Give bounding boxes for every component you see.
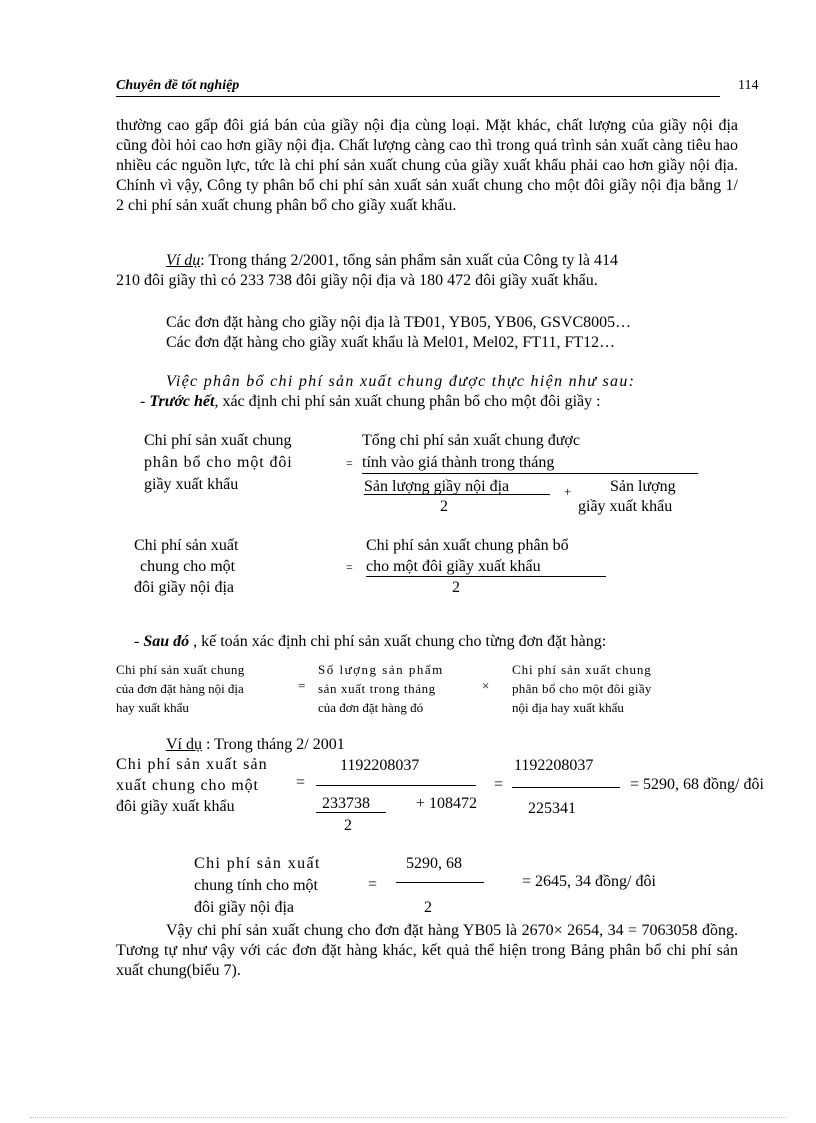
f3-col3-1: Chi phí sản xuất chung (512, 662, 652, 677)
page-bottom-border (30, 1117, 786, 1118)
f1-den-left-bottom: 2 (440, 498, 448, 515)
ex2-eq2: = (494, 776, 504, 793)
ex2-lhs-1: Chi phí sản xuất sản (116, 756, 268, 773)
ex2-den1-b: + 108472 (416, 795, 478, 812)
f1-fraction-bar (362, 473, 698, 474)
ex2-lhs-3: đôi giầy xuất khẩu (116, 798, 235, 815)
step2 (134, 633, 606, 651)
f3-col1-1: Chi phí sản xuất chung (116, 662, 245, 677)
example1-text1: : Trong tháng 2/2001, tổng sản phẩm sản xuất của Công ty là 414 (200, 252, 618, 269)
ex2-den1-a-bar (316, 812, 386, 813)
page-number: 114 (738, 78, 759, 93)
f2-fraction-bar (366, 576, 606, 577)
ex3-lhs-2: chung tính cho một (194, 877, 318, 894)
orders-domestic: Các đơn đặt hàng cho giầy nội địa là TĐ01, YB05, YB06, GSVC8005… (166, 314, 632, 331)
f1-den-right-1: Sản lượng (610, 478, 676, 495)
f3-eq: = (298, 678, 306, 693)
step2-rest: , kế toán xác định chi phí sản xuất chung cho từng đơn đặt hàng: (189, 633, 607, 650)
step2-prefix: - (134, 633, 144, 650)
f2-den: 2 (452, 579, 460, 596)
f2-num-1: Chi phí sản xuất chung phân bổ (366, 537, 569, 554)
f3-col1-2: của đơn đặt hàng nội địa (116, 681, 244, 696)
f2-lhs-2: chung cho một (140, 558, 236, 575)
ex2-den2: 225341 (528, 800, 576, 817)
f3-times: × (482, 678, 490, 693)
ex2-lhs-2: xuất chung cho một (116, 777, 259, 794)
example2-label: Ví dụ (166, 736, 202, 753)
step1 (140, 393, 601, 411)
ex2-den1-a-div: 2 (344, 817, 352, 834)
intro-paragraph: thường cao gấp đôi giá bán của giầy nội địa cùng loại. Mặt khác, chất lượng của giầy nội địa cũng đòi hỏi cao hơn giầy nội địa. Chất lượng càng cao thì trong quá trình sản xuất càng tiêu hao nhiều các nguồn lực, tức là chi phí sản xuất chung của giầy xuất khẩu phải cao hơn giầy nội địa. Chính vì vậy, Công ty phân bổ chi phí sản xuất sản xuất chung cho một đôi giầy nội địa bằng 1/ 2 chi phí sản xuất chung phân bổ cho giầy xuất khẩu. (116, 117, 738, 214)
f3-col3-2: phân bổ cho một đôi giầy (512, 681, 652, 696)
f1-eq: = (346, 456, 353, 470)
step2-bold: Sau đó (143, 633, 190, 650)
step1-prefix: - (140, 393, 150, 410)
f2-lhs-1: Chi phí sản xuất (134, 537, 239, 554)
ex2-eq1: = (296, 774, 306, 791)
example2-title (166, 736, 345, 754)
f1-den-left-bar (364, 494, 550, 495)
ex2-den1-a: 233738 (322, 795, 370, 812)
ex3-num: 5290, 68 (406, 855, 462, 872)
f2-lhs-3: đôi giầy nội địa (134, 579, 234, 596)
f3-col2-1: Số lượng sản phẩm (318, 662, 444, 677)
example2-title-rest: : Trong tháng 2/ 2001 (202, 736, 345, 753)
ex3-fraction-bar (396, 882, 484, 883)
f1-lhs-1: Chi phí sản xuất chung (144, 432, 292, 449)
ex2-num1: 1192208037 (340, 757, 420, 774)
header-rule (116, 96, 720, 97)
f1-den-right-2: giầy xuất khẩu (578, 498, 673, 515)
f2-eq: = (346, 560, 353, 574)
example1-line2: 210 đôi giầy thì có 233 738 đôi giầy nội địa và 180 472 đôi giầy xuất khẩu. (116, 272, 598, 289)
ex2-fraction-bar1 (316, 785, 476, 786)
header-title: Chuyên đề tốt nghiệp (116, 78, 240, 93)
ex2-num2: 1192208037 (514, 757, 594, 774)
orders-export: Các đơn đặt hàng cho giầy xuất khẩu là Mel01, Mel02, FT11, FT12… (166, 334, 616, 351)
f1-num-2: tính vào giá thành trong tháng (362, 454, 555, 471)
ex2-fraction-bar2 (512, 787, 620, 788)
ex3-lhs-1: Chi phí sản xuất (194, 855, 321, 872)
f1-num-1: Tổng chi phí sản xuất chung được (362, 432, 580, 449)
ex3-result: = 2645, 34 đồng/ đôi (522, 873, 656, 890)
f1-plus: + (564, 484, 572, 499)
step1-rest: , xác định chi phí sản xuất chung phân bổ cho một đôi giầy : (214, 393, 601, 410)
ex2-result: = 5290, 68 đồng/ đôi (630, 776, 764, 793)
step1-bold: Trước hết (149, 393, 215, 410)
f3-col1-3: hay xuất khẩu (116, 700, 189, 715)
f3-col2-3: của đơn đặt hàng đó (318, 700, 424, 715)
f1-lhs-3: giầy xuất khẩu (144, 476, 239, 493)
f3-col2-2: sản xuất trong tháng (318, 681, 436, 696)
allocation-intro: Việc phân bổ chi phí sản xuất chung được thực hiện như sau: (166, 373, 636, 390)
example1-label: Ví dụ (166, 252, 201, 269)
f1-lhs-2: phân bổ cho một đôi (144, 454, 293, 471)
conclusion-paragraph: Vậy chi phí sản xuất chung cho đơn đặt hàng YB05 là 2670× 2654, 34 = 7063058 đồng. Tương tự như vậy với các đơn đặt hàng khác, kết quả thể hiện trong Bảng phân bổ chi phí sản xuất chung(biểu 7). (116, 922, 738, 979)
f2-num-2: cho một đôi giầy xuất khẩu (366, 558, 541, 575)
ex3-lhs-3: đôi giầy nội địa (194, 899, 294, 916)
f1-den-left-top: Sản lượng giầy nội địa (364, 478, 510, 495)
ex3-den: 2 (424, 899, 432, 916)
example1-line1 (166, 252, 618, 270)
f3-col3-3: nội địa hay xuất khẩu (512, 700, 624, 715)
ex3-eq: = (368, 876, 378, 893)
